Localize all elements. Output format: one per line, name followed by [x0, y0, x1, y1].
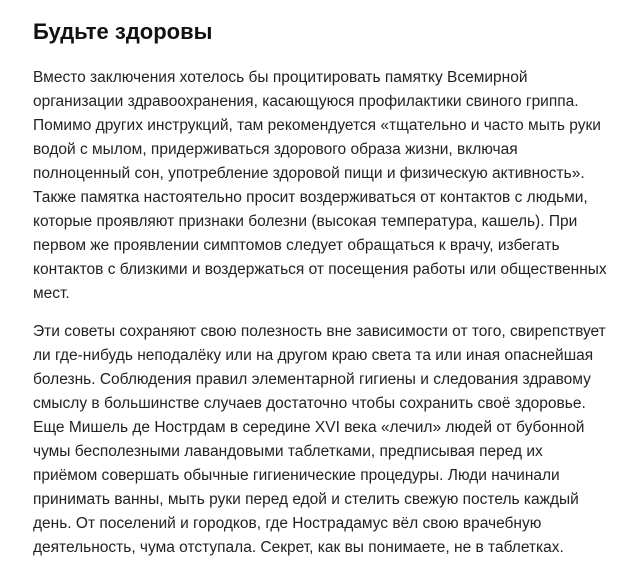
- paragraph-line: болезнь. Соблюдения правил элементарной гигиены и следования здравому: [33, 371, 591, 388]
- paragraph-line: Помимо других инструкций, там рекомендуется «тщательно и часто мыть руки: [33, 117, 601, 134]
- paragraph-line: Также памятка настоятельно просит воздерживаться от контактов с людьми,: [33, 189, 588, 206]
- paragraph-line: смыслу в большинстве случаев достаточно чтобы сохранить своё здоровье.: [33, 395, 586, 412]
- paragraph-line: контактов с близкими и воздержаться от посещения работы или общественных: [33, 261, 607, 278]
- paragraph-line: Еще Мишель де Нострдам в середине XVI века «лечил» людей от бубонной: [33, 419, 585, 436]
- paragraph-line: полноценный сон, употребление здоровой пищи и физическую активность».: [33, 165, 585, 182]
- paragraph-line: ли где-нибудь неподалёку или на другом краю света та или иная опаснейшая: [33, 347, 594, 364]
- paragraph-line: принимать ванны, мыть руки перед едой и стелить свежую постель каждый: [33, 491, 579, 508]
- paragraph-line: деятельность, чума отступала. Секрет, как вы понимаете, не в таблетках.: [33, 539, 564, 556]
- paragraph-line: приёмом совершать обычные гигиенические процедуры. Люди начинали: [33, 467, 560, 484]
- paragraph-line: мест.: [33, 285, 70, 302]
- paragraph-line: которые проявляют признаки болезни (высокая температура, кашель). При: [33, 213, 578, 230]
- paragraph-line: водой с мылом, придерживаться здорового образа жизни, включая: [33, 141, 518, 158]
- article-paragraph: [33, 320, 613, 560]
- paragraph-line: день. От поселений и городков, где Нострадамус вёл свою врачебную: [33, 515, 542, 532]
- article: [33, 18, 613, 560]
- paragraph-line: организации здравоохранения, касающуюся профилактики свиного гриппа.: [33, 93, 579, 110]
- article-title: Будьте здоровы: [33, 19, 213, 44]
- paragraph-line: первом же проявлении симптомов следует обращаться к врачу, избегать: [33, 237, 560, 254]
- paragraph-line: чумы бесполезными лавандовыми таблетками, предписывая перед их: [33, 443, 543, 460]
- paragraph-line: Вместо заключения хотелось бы процитировать памятку Всемирной: [33, 69, 528, 86]
- article-paragraph: [33, 66, 613, 306]
- paragraph-line: Эти советы сохраняют свою полезность вне зависимости от того, свирепствует: [33, 323, 606, 340]
